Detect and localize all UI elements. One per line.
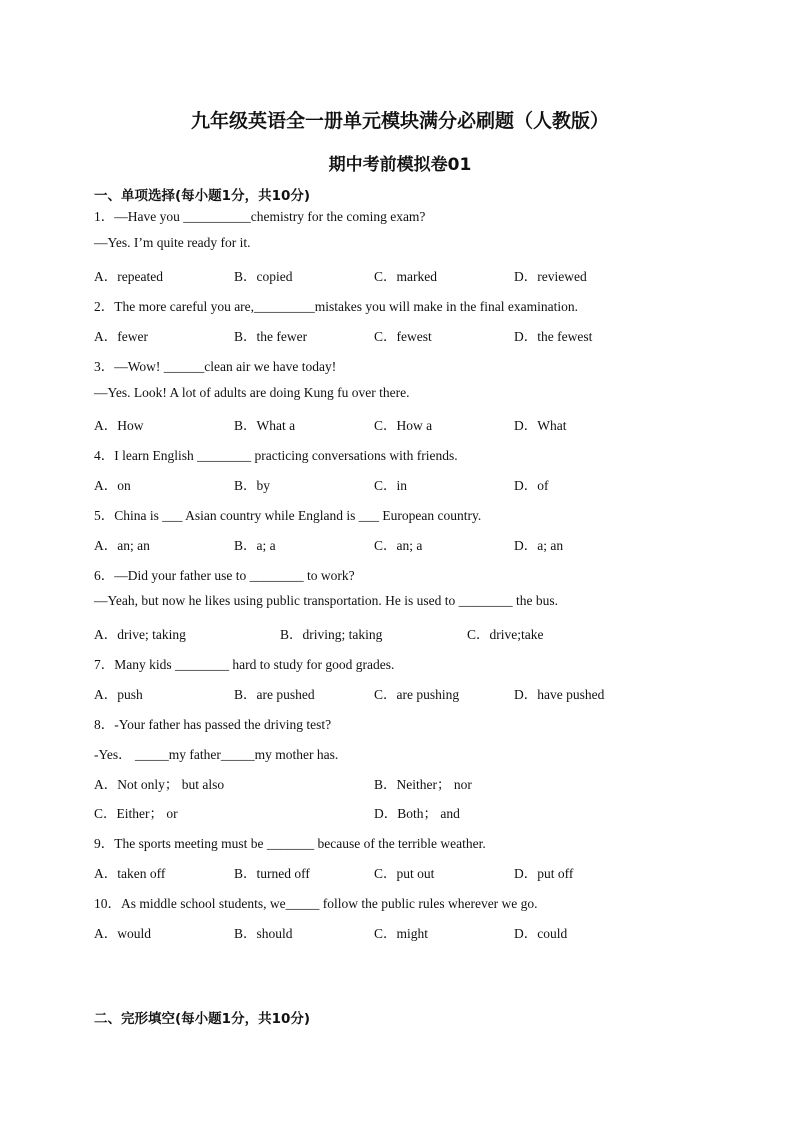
document-subtitle: 期中考前模拟卷01 xyxy=(328,155,472,175)
question-9-option-b: B．turned off xyxy=(234,866,310,881)
question-7-option-b: B．are pushed xyxy=(234,687,315,702)
question-6-line-2: —Yeah, but now he likes using public transportation. He is used to ________ the bus. xyxy=(94,593,558,608)
question-9-line-1: 9．The sports meeting must be _______ because of the terrible weather. xyxy=(94,836,486,851)
question-2-line-1: 2．The more careful you are,_________mistakes you will make in the final examination. xyxy=(94,299,578,314)
question-4-option-a: A．on xyxy=(94,478,131,493)
question-10-option-b: B．should xyxy=(234,926,293,941)
question-8-option-b: B．Neither； nor xyxy=(374,777,472,792)
question-1-line-2: —Yes. I’m quite ready for it. xyxy=(94,235,251,250)
section-heading-cloze: 二、完形填空(每小题1分，共10分) xyxy=(94,1011,311,1027)
question-10-option-c: C．might xyxy=(374,926,429,941)
question-5-option-a: A．an; an xyxy=(94,538,150,553)
question-1-option-c: C．marked xyxy=(374,269,437,284)
question-1-line-1: 1．—Have you __________chemistry for the coming exam? xyxy=(94,209,426,224)
document-title: 九年级英语全一册单元模块满分必刷题（人教版） xyxy=(190,110,609,132)
section-heading-single-choice: 一、单项选择(每小题1分，共10分) xyxy=(94,188,311,204)
question-5-option-c: C．an; a xyxy=(374,538,423,553)
question-4-option-c: C．in xyxy=(374,478,408,493)
question-7-option-c: C．are pushing xyxy=(374,687,460,702)
question-1-option-a: A．repeated xyxy=(94,269,163,284)
question-6-option-a: A．drive; taking xyxy=(94,627,186,642)
question-8-line-1: 8．-Your father has passed the driving test? xyxy=(94,717,332,732)
question-4-option-b: B．by xyxy=(234,478,271,493)
question-6-option-c: C．drive;take xyxy=(467,627,544,642)
question-7-option-d: D．have pushed xyxy=(514,687,605,702)
question-3-option-c: C．How a xyxy=(374,418,433,433)
question-7-line-1: 7．Many kids ________ hard to study for good grades. xyxy=(94,657,395,672)
question-3-option-d: D．What xyxy=(514,418,567,433)
question-10-option-a: A．would xyxy=(94,926,151,941)
question-3-option-b: B．What a xyxy=(234,418,296,433)
question-10-option-d: D．could xyxy=(514,926,568,941)
question-9-option-c: C．put out xyxy=(374,866,435,881)
question-2-option-a: A．fewer xyxy=(94,329,148,344)
question-6-option-b: B．driving; taking xyxy=(280,627,383,642)
question-2-option-b: B．the fewer xyxy=(234,329,308,344)
question-2-option-d: D．the fewest xyxy=(514,329,593,344)
question-1-option-b: B．copied xyxy=(234,269,293,284)
question-8-option-c: C．Either； or xyxy=(94,806,178,821)
question-5-option-d: D．a; an xyxy=(514,538,564,553)
question-7-option-a: A．push xyxy=(94,687,143,702)
question-9-option-d: D．put off xyxy=(514,866,574,881)
question-3-line-1: 3．—Wow! ______clean air we have today! xyxy=(94,359,337,374)
question-10-line-1: 10．As middle school students, we_____ follow the public rules wherever we go. xyxy=(94,896,538,911)
question-4-line-1: 4．I learn English ________ practicing conversations with friends. xyxy=(94,448,458,463)
question-8-option-a: A．Not only； but also xyxy=(94,777,225,792)
question-3-option-a: A．How xyxy=(94,418,144,433)
question-9-option-a: A．taken off xyxy=(94,866,166,881)
question-4-option-d: D．of xyxy=(514,478,549,493)
question-8-option-d: D．Both； and xyxy=(374,806,460,821)
question-2-option-c: C．fewest xyxy=(374,329,432,344)
question-6-line-1: 6．—Did your father use to ________ to work? xyxy=(94,568,355,583)
question-8-line-2: -Yes． _____my father_____my mother has. xyxy=(94,747,339,762)
question-1-option-d: D．reviewed xyxy=(514,269,587,284)
question-5-option-b: B．a; a xyxy=(234,538,276,553)
question-5-line-1: 5．China is ___ Asian country while England is ___ European country. xyxy=(94,508,482,523)
question-3-line-2: —Yes. Look! A lot of adults are doing Kung fu over there. xyxy=(94,385,410,400)
